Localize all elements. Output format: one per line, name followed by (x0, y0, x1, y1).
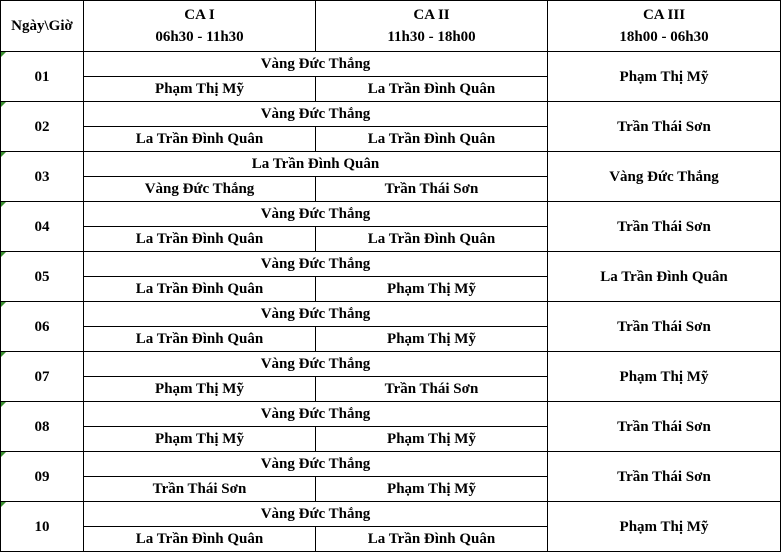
ca3-time: 18h00 - 06h30 (619, 29, 709, 45)
ca2-cell: La Trần Đình Quân (316, 227, 548, 252)
day-cell (1, 502, 84, 552)
header-corner: Ngày\Giờ (1, 1, 84, 52)
day-number: 08 (34, 418, 50, 435)
ca1-cell: Vàng Đức Thắng (84, 177, 316, 202)
ca3-cell: La Trần Đình Quân (548, 252, 781, 302)
day-cell (1, 52, 84, 102)
header-ca2 (316, 1, 548, 52)
cell-marker-icon (1, 52, 6, 57)
ca1-cell: Phạm Thị Mỹ (84, 427, 316, 452)
day-number: 02 (34, 118, 50, 135)
cell-marker-icon (1, 352, 6, 357)
table-row (1, 52, 781, 77)
ca2-cell: Phạm Thị Mỹ (316, 277, 548, 302)
day-number: 05 (34, 268, 50, 285)
day-number: 07 (34, 368, 50, 385)
cell-marker-icon (1, 202, 6, 207)
ca3-cell: Vàng Đức Thắng (548, 152, 781, 202)
ca3-cell: Phạm Thị Mỹ (548, 502, 781, 552)
cell-marker-icon (1, 102, 6, 107)
ca12-shared-cell: Vàng Đức Thắng (84, 352, 548, 377)
cell-marker-icon (1, 252, 6, 257)
day-cell (1, 102, 84, 152)
ca3-cell: Trần Thái Sơn (548, 452, 781, 502)
table-row (1, 202, 781, 227)
ca3-cell: Trần Thái Sơn (548, 302, 781, 352)
ca12-shared-cell: Vàng Đức Thắng (84, 202, 548, 227)
ca1-name: CA I (184, 7, 215, 23)
ca12-shared-cell: Vàng Đức Thắng (84, 52, 548, 77)
ca2-cell: Trần Thái Sơn (316, 177, 548, 202)
ca1-cell: Phạm Thị Mỹ (84, 77, 316, 102)
table-row (1, 102, 781, 127)
ca2-cell: Phạm Thị Mỹ (316, 477, 548, 502)
ca3-cell: Trần Thái Sơn (548, 102, 781, 152)
day-cell (1, 452, 84, 502)
day-cell (1, 352, 84, 402)
ca2-name: CA II (413, 7, 450, 23)
day-number: 06 (34, 318, 50, 335)
table-row (1, 302, 781, 327)
ca2-cell: La Trần Đình Quân (316, 527, 548, 552)
ca2-cell: La Trần Đình Quân (316, 77, 548, 102)
cell-marker-icon (1, 452, 6, 457)
table-header (1, 1, 781, 52)
ca12-shared-cell: Vàng Đức Thắng (84, 302, 548, 327)
table-row (1, 252, 781, 277)
ca3-cell: Phạm Thị Mỹ (548, 52, 781, 102)
ca1-time: 06h30 - 11h30 (155, 29, 244, 45)
day-cell (1, 252, 84, 302)
ca12-shared-cell: Vàng Đức Thắng (84, 252, 548, 277)
header-ca3 (548, 1, 781, 52)
ca3-name: CA III (642, 7, 686, 23)
ca2-cell: La Trần Đình Quân (316, 127, 548, 152)
ca12-shared-cell: Vàng Đức Thắng (84, 452, 548, 477)
table-body (1, 52, 781, 552)
ca1-cell: La Trần Đình Quân (84, 127, 316, 152)
cell-marker-icon (1, 152, 6, 157)
day-cell (1, 302, 84, 352)
ca3-cell: Trần Thái Sơn (548, 402, 781, 452)
day-cell (1, 402, 84, 452)
ca2-time: 11h30 - 18h00 (387, 29, 476, 45)
day-number: 01 (34, 68, 50, 85)
ca1-cell: Phạm Thị Mỹ (84, 377, 316, 402)
table-row (1, 152, 781, 177)
ca3-cell: Phạm Thị Mỹ (548, 352, 781, 402)
ca1-cell: La Trần Đình Quân (84, 327, 316, 352)
ca1-cell: Trần Thái Sơn (84, 477, 316, 502)
cell-marker-icon (1, 502, 6, 507)
ca2-cell: Phạm Thị Mỹ (316, 327, 548, 352)
header-row (1, 1, 781, 52)
day-number: 09 (34, 468, 50, 485)
day-number: 04 (34, 218, 50, 235)
ca2-cell: Phạm Thị Mỹ (316, 427, 548, 452)
header-ca1 (84, 1, 316, 52)
day-number: 03 (34, 168, 50, 185)
ca12-shared-cell: Vàng Đức Thắng (84, 102, 548, 127)
ca12-shared-cell: Vàng Đức Thắng (84, 402, 548, 427)
ca12-shared-cell: La Trần Đình Quân (84, 152, 548, 177)
ca2-cell: Trần Thái Sơn (316, 377, 548, 402)
ca1-cell: La Trần Đình Quân (84, 277, 316, 302)
table-row (1, 502, 781, 527)
day-cell (1, 202, 84, 252)
ca3-cell: Trần Thái Sơn (548, 202, 781, 252)
ca1-cell: La Trần Đình Quân (84, 227, 316, 252)
table-row (1, 402, 781, 427)
cell-marker-icon (1, 402, 6, 407)
table-row (1, 452, 781, 477)
ca1-cell: La Trần Đình Quân (84, 527, 316, 552)
cell-marker-icon (1, 302, 6, 307)
table-row (1, 352, 781, 377)
day-cell (1, 152, 84, 202)
ca12-shared-cell: Vàng Đức Thắng (84, 502, 548, 527)
day-number: 10 (34, 518, 50, 535)
